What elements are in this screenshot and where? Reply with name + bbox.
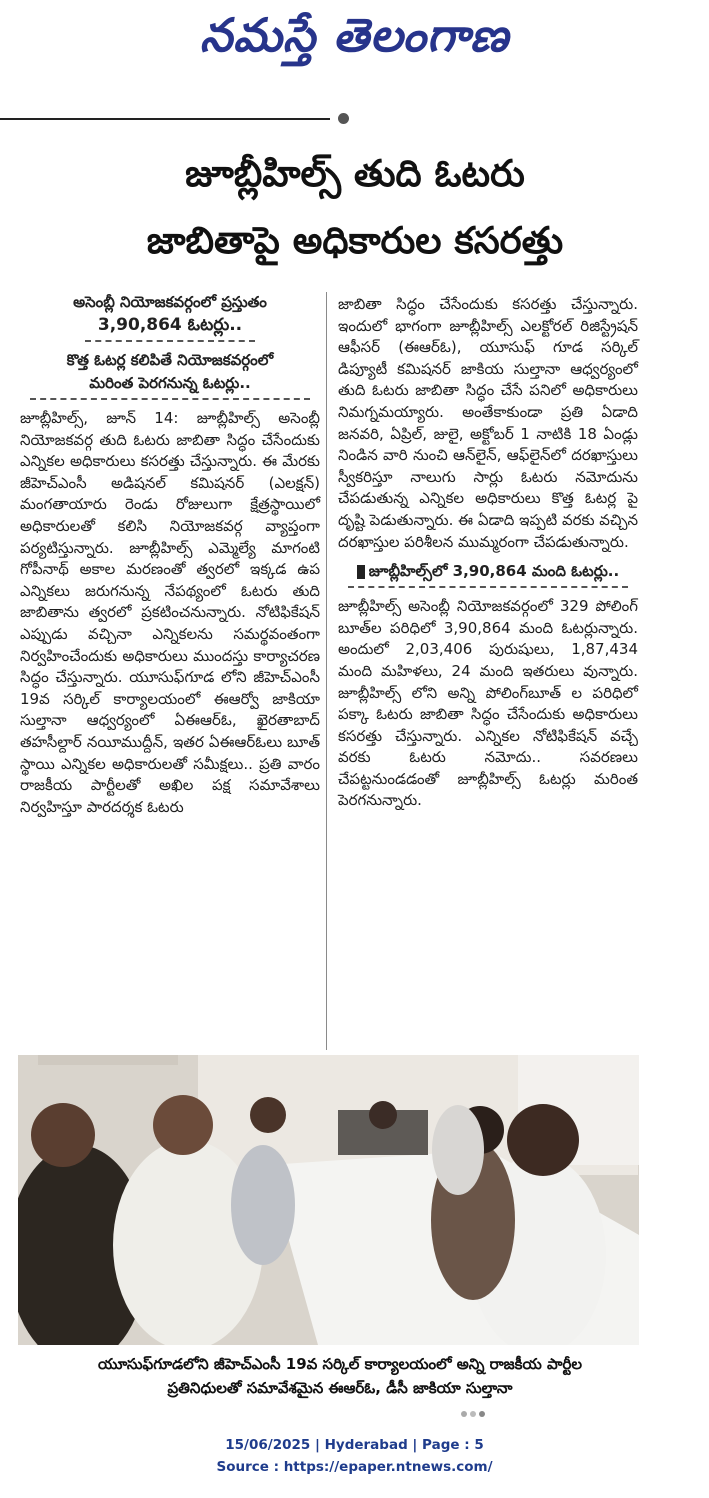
photo-caption-line-1: యూసుఫ్‌గూడలోని జీహెచ్ఎంసీ 19వ సర్కిల్ కార్యాలయంలో అన్ని రాజకీయ పార్టీల (97, 1355, 582, 1373)
dashed-divider (85, 340, 255, 342)
subhead-2-line-2: మరింత పెరగనున్న ఓటర్లు.. (89, 374, 251, 392)
headline (30, 140, 680, 274)
masthead-title: నమస్తే తెలంగాణ (199, 8, 510, 62)
subhead-bar-icon (357, 565, 365, 579)
meeting-photo (18, 1055, 639, 1345)
headline-line-1: జూబ్లీహిల్స్ తుది ఓటరు (185, 152, 525, 195)
footer (0, 1434, 709, 1478)
dashed-divider (30, 398, 310, 400)
left-column (20, 290, 320, 826)
subhead-1-line-2: 3,90,864 ఓటర్లు.. (97, 315, 243, 335)
left-body-text: జూబ్లీహిల్స్, జూన్ 14: జూబ్లీహిల్స్ అసెంబ్లీ నియోజకవర్గ తుది ఓటరు జాబితా సిద్ధం చేసేందుకు ఎన్నికల అధికారులు కసరత్తు చేస్తున్నారు. ఈ మేరకు జీహెచ్ఎంసీ అడిషనల్ కమిషనర్ (ఎలక్షన్) మంగతాయారు రెండు రోజులుగా క్షేత్రస్థాయిలో అధికారులతో కలిసి నియోజకవర్గ వ్యాప్తంగా పర్యటిస్తున్నారు. జూబ్లీహిల్స్ ఎమ్మెల్యే మాగంటి గోపీనాథ్ అకాల మరణంతో త్వరలో ఇక్కడ ఉప ఎన్నికలు జరుగనున్న నేపథ్యంలో ఓటరు తుది జాబితాను త్వరలో ప్రకటించనున్నారు. నోటిఫికేషన్ ఎప్పుడు వచ్చినా ఎన్నికలను సమర్థవంతంగా నిర్వహించేందుకు అధికారులు ముందస్తు కార్యాచరణ సిద్ధం చేస్తున్నారు. యూసుఫ్‌గూడ లోని జీహెచ్ఎంసీ 19వ సర్కిల్ కార్యాలయంలో ఈఆర్వో జాకియా సుల్తానా ఆధ్వర్యంలో ఏఈఆర్ఓ, ఖైరతాబాద్ తహసీల్దార్ నయీముద్దీన్, ఇతర ఏఈఆర్ఓలు బూత్ స్థాయి ఎన్నికల అధికారులతో సమీక్షలు.. ప్రతి వారం రాజకీయ పార్టీలతో అఖిల పక్ష సమావేశాలు నిర్వహిస్తూ పారదర్శక ఓటరు (20, 409, 320, 816)
footer-dateline: 15/06/2025 | Hyderabad | Page : 5 (225, 1437, 484, 1453)
header-rule-dot (338, 113, 349, 124)
subhead-3-text: జూబ్లీహిల్స్‌లో 3,90,864 మంది ఓటర్లు.. (368, 562, 620, 581)
subhead-1-line-1: అసెంబ్లీ నియోజకవర్గంలో ప్రస్తుతం (73, 293, 267, 311)
photo-caption (20, 1352, 660, 1400)
subhead-3 (338, 561, 638, 582)
masthead (0, 0, 709, 80)
headline-line-2: జాబితాపై అధికారుల కసరత్తు (146, 219, 564, 262)
right-body-text-2: జూబ్లీహిల్స్ అసెంబ్లీ నియోజకవర్గంలో 329 పోలింగ్ బూత్‌ల పరిధిలో 3,90,864 మంది ఓటర్లున్నారు. అందులో 2,03,406 పురుషులు, 1,87,434 మంది మహిళలు, 24 మంది ఇతరులు వున్నారు. జూబ్లీహిల్స్ లోని అన్ని పోలింగ్‌బూత్ ల పరిధిలో పక్కా ఓటరు జాబితా సిద్ధం చేసేందుకు అధికారులు కసరత్తు చేస్తున్నారు. ఎన్నికల నోటిఫికేషన్ వచ్చే వరకు ఓటరు నమోదు.. సవరణలు చేపట్టనుండడంతో జూబ్లీహిల్స్ ఓటర్లు మరింత పెరగనున్నారు. (338, 597, 638, 810)
footer-source: Source : https://epaper.ntnews.com/ (216, 1459, 493, 1475)
photo-caption-line-2: ప్రతినిధులతో సమావేశమైన ఈఆర్ఓ, డీసీ జాకియా సుల్తానా (167, 1379, 513, 1397)
dashed-divider (348, 586, 628, 588)
right-body-text-1: జాబితా సిద్ధం చేసేందుకు కసరత్తు చేస్తున్నారు. ఇందులో భాగంగా జూబ్లీహిల్స్ ఎలక్టోరల్ రిజిస్ట్రేషన్ ఆఫీసర్ (ఈఆర్ఓ), యూసుఫ్ గూడ సర్కిల్ డిప్యూటీ కమిషనర్ జాకియ సుల్తానా ఆధ్వర్యంలో తుది ఓటరు జాబితా సిద్ధం చేసే పనిలో అధికారులు నిమగ్నమయ్యారు. అంతేకాకుండా ప్రతి ఏడాది జనవరి, ఏప్రిల్, జులై, అక్టోబర్ 1 నాటికి 18 ఏండ్లు నిండిన వారి నుంచి ఆన్‌లైన్, ఆఫ్‌లైన్‌లో దరఖాస్తులు స్వీకరిస్తూ నాలుగు సార్లు ఓటరు నమోదును చేపడుతున్న ఎన్నికల అధికారులు కొత్త ఓటర్ల పై దృష్టి పెడుతున్నారు. ఈ ఏడాది ఇప్పటి వరకు వచ్చిన దరఖాస్తుల పరిశీలన ముమ్మరంగా చేపడుతున్నారు. (338, 295, 638, 551)
subhead-2-line-1: కొత్త ఓటర్ల కలిపితే నియోజకవర్గంలో (66, 351, 274, 369)
right-column (338, 290, 638, 820)
end-dots-icon (460, 1410, 500, 1418)
column-divider (326, 292, 327, 1050)
header-rule (0, 118, 330, 120)
